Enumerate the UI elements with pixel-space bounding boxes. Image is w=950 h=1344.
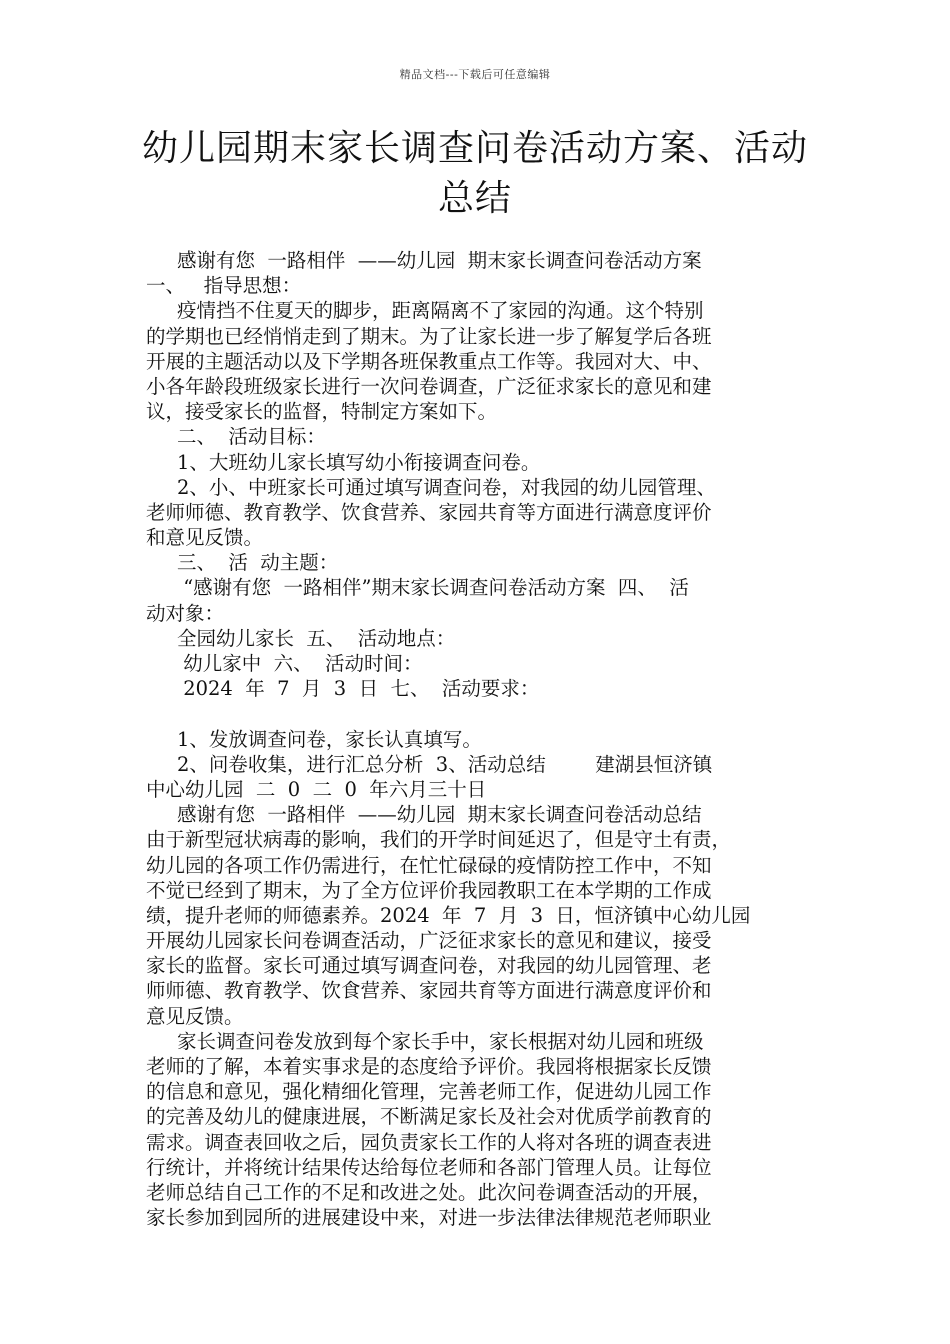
text-line: 幼儿家中 六、 活动时间： xyxy=(146,652,423,675)
text-line: 全园幼儿家长 五、 活动地点： xyxy=(146,626,456,650)
text-line: 一、 指导思想： xyxy=(146,274,302,298)
text-line: 需求。调查表回收之后，园负责家长工作的人将对各班的调查表进 xyxy=(146,1130,712,1154)
text-line: “感谢有您 一路相伴”期末家长调查问卷活动方案 四、 活 xyxy=(146,576,689,600)
text-line xyxy=(146,701,836,726)
text-line: 意见反馈。 xyxy=(146,1004,244,1028)
text-line: 疫情挡不住夏天的脚步，距离隔离不了家园的沟通。这个特别 xyxy=(146,299,704,323)
text-line: 动对象： xyxy=(146,601,225,625)
text-line: 老师的了解，本着实事求是的态度给予评价。我园将根据家长反馈 xyxy=(146,1055,712,1078)
text-line: 老师师德、教育教学、饮食营养、家园共育等方面进行满意度评价 xyxy=(146,500,712,524)
text-line: 的完善及幼儿的健康进展，不断满足家长及社会对优质学前教育的 xyxy=(146,1105,712,1129)
text-line: 行统计，并将统计结果传达给每位老师和各部门管理人员。让每位 xyxy=(146,1155,712,1179)
text-line: 感谢有您 一路相伴 ——幼儿园 期末家长调查问卷活动总结 xyxy=(146,803,702,827)
title-line-1: 幼儿园期末家长调查问卷活动方案、活动 xyxy=(141,128,808,169)
document-title xyxy=(130,124,820,224)
text-line: 议，接受家长的监督，特制定方案如下。 xyxy=(146,400,498,424)
text-line: 三、 活 动主题： xyxy=(146,551,339,575)
text-line: 由于新型冠状病毒的影响，我们的开学时间延迟了，但是守土有责， xyxy=(146,828,732,852)
document-body xyxy=(146,248,836,1230)
text-line: 2024 年 7 月 3 日 七、 活动要求： xyxy=(146,677,540,701)
text-line: 的信息和意见，强化精细化管理，完善老师工作，促进幼儿园工作 xyxy=(146,1080,712,1104)
text-line: 老师总结自己工作的不足和改进之处。此次问卷调查活动的开展， xyxy=(146,1180,712,1204)
text-line: 二、 活动目标： xyxy=(146,425,326,449)
text-line: 小各年龄段班级家长进行一次问卷调查，广泛征求家长的意见和建 xyxy=(146,374,712,398)
text-line: 开展的主题活动以及下学期各班保教重点工作等。我园对大、中、 xyxy=(146,349,712,373)
text-line: 感谢有您 一路相伴 ——幼儿园 期末家长调查问卷活动方案 xyxy=(146,249,702,272)
text-line: 2、问卷收集，进行汇总分析 3、活动总结 建湖县恒济镇 xyxy=(146,752,713,776)
text-line: 家长调查问卷发放到每个家长手中，家长根据对幼儿园和班级 xyxy=(146,1029,704,1053)
text-line: 不觉已经到了期末，为了全方位评价我园教职工在本学期的工作成 xyxy=(146,878,712,902)
text-line: 的学期也已经悄悄走到了期末。为了让家长进一步了解复学后各班 xyxy=(146,324,712,348)
text-line: 1、大班幼儿家长填写幼小衔接调查问卷。 xyxy=(146,450,541,474)
text-line: 家长参加到园所的进展建设中来，对进一步法律法律规范老师职业 xyxy=(146,1206,712,1230)
text-line: 家长的监督。家长可通过填写调查问卷，对我园的幼儿园管理、老 xyxy=(146,954,712,978)
title-line-2: 总结 xyxy=(437,178,512,219)
text-line: 师师德、教育教学、饮食营养、家园共育等方面进行满意度评价和 xyxy=(146,979,712,1003)
text-line: 2、小、中班家长可通过填写调查问卷，对我园的幼儿园管理、 xyxy=(146,475,716,499)
text-line: 幼儿园的各项工作仍需进行，在忙忙碌碌的疫情防控工作中，不知 xyxy=(146,853,712,877)
text-line: 绩，提升老师的师德素养。2024 年 7 月 3 日，恒济镇中心幼儿园 xyxy=(146,903,751,927)
text-line: 开展幼儿园家长问卷调查活动，广泛征求家长的意见和建议，接受 xyxy=(146,929,712,953)
text-line: 和意见反馈。 xyxy=(146,526,264,550)
text-line: 1、发放调查问卷，家长认真填写。 xyxy=(146,727,482,751)
text-line: 中心幼儿园 二 0 二 0 年六月三十日 xyxy=(146,777,487,801)
header-note: 精品文档---下载后可任意编辑 xyxy=(399,68,551,81)
